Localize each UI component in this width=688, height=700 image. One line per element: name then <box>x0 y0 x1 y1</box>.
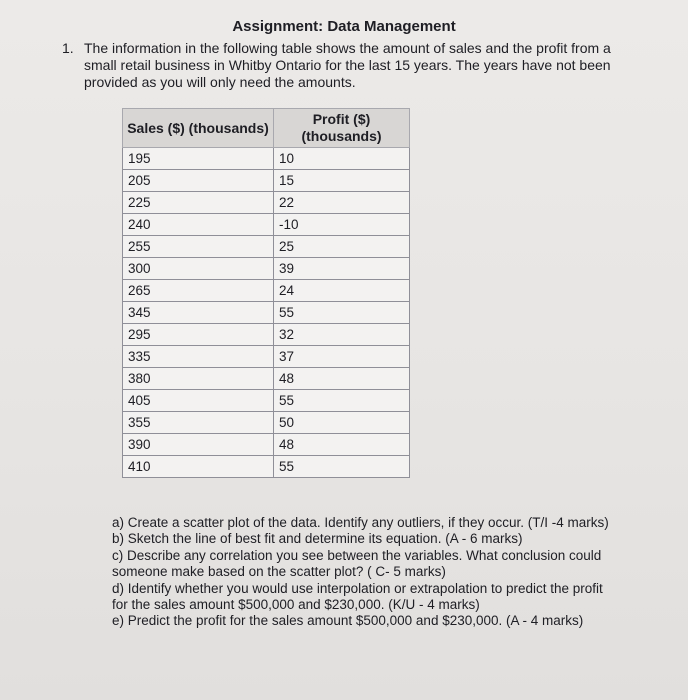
task-item: b) Sketch the line of best fit and determine its equation. (A - 6 marks) <box>112 531 523 547</box>
profit-cell: -10 <box>274 214 410 236</box>
sales-cell: 345 <box>123 302 274 324</box>
sales-cell: 265 <box>123 280 274 302</box>
table-row <box>123 412 410 434</box>
sales-cell: 195 <box>123 148 274 170</box>
table-row <box>123 148 410 170</box>
table-row <box>123 280 410 302</box>
profit-cell: 55 <box>274 456 410 478</box>
table-row <box>123 346 410 368</box>
profit-cell: 48 <box>274 368 410 390</box>
sales-profit-table <box>122 108 410 478</box>
table-row <box>123 324 410 346</box>
profit-cell: 15 <box>274 170 410 192</box>
table-row <box>123 214 410 236</box>
sales-cell: 255 <box>123 236 274 258</box>
profit-cell: 37 <box>274 346 410 368</box>
profit-cell: 50 <box>274 412 410 434</box>
sales-cell: 300 <box>123 258 274 280</box>
profit-column-header: Profit ($) (thousands) <box>274 109 410 148</box>
sales-cell: 390 <box>123 434 274 456</box>
page-title: Assignment: Data Management <box>232 18 456 35</box>
table-header-row <box>123 109 410 148</box>
sales-cell: 205 <box>123 170 274 192</box>
sales-cell: 295 <box>123 324 274 346</box>
profit-cell: 55 <box>274 390 410 412</box>
question-text: The information in the following table shows the amount of sales and the profit from a small retail business in Whitby Ontario for the last 15 years. The years have not been provided as you will only need the amounts. <box>84 40 611 90</box>
table-row <box>123 236 410 258</box>
question-number: 1. <box>62 40 74 56</box>
sales-cell: 355 <box>123 412 274 434</box>
table-row <box>123 170 410 192</box>
sales-cell: 405 <box>123 390 274 412</box>
profit-cell: 48 <box>274 434 410 456</box>
table-row <box>123 258 410 280</box>
sales-cell: 240 <box>123 214 274 236</box>
table-body <box>123 148 410 478</box>
table-row <box>123 368 410 390</box>
sales-cell: 335 <box>123 346 274 368</box>
sales-cell: 225 <box>123 192 274 214</box>
profit-cell: 25 <box>274 236 410 258</box>
sales-cell: 410 <box>123 456 274 478</box>
task-item: a) Create a scatter plot of the data. Identify any outliers, if they occur. (T/I -4 marks) <box>112 515 609 530</box>
profit-cell: 24 <box>274 280 410 302</box>
task-item: c) Describe any correlation you see between the variables. What conclusion could someone make based on the scatter plot? ( C- 5 marks) <box>112 547 602 580</box>
profit-cell: 39 <box>274 258 410 280</box>
task-item: e) Predict the profit for the sales amount $500,000 and $230,000. (A - 4 marks) <box>112 613 584 629</box>
task-item: d) Identify whether you would use interpolation or extrapolation to predict the profit for the sales amount $500,000 and $230,000. (K/U - 4 marks) <box>112 580 603 613</box>
task-list <box>112 515 612 630</box>
profit-cell: 32 <box>274 324 410 346</box>
profit-cell: 22 <box>274 192 410 214</box>
table-row <box>123 456 410 478</box>
profit-cell: 10 <box>274 148 410 170</box>
table-row <box>123 434 410 456</box>
sales-cell: 380 <box>123 368 274 390</box>
table-row <box>123 192 410 214</box>
question-1 <box>62 40 644 91</box>
table-row <box>123 302 410 324</box>
profit-cell: 55 <box>274 302 410 324</box>
table-row <box>123 390 410 412</box>
sales-column-header: Sales ($) (thousands) <box>123 109 274 148</box>
